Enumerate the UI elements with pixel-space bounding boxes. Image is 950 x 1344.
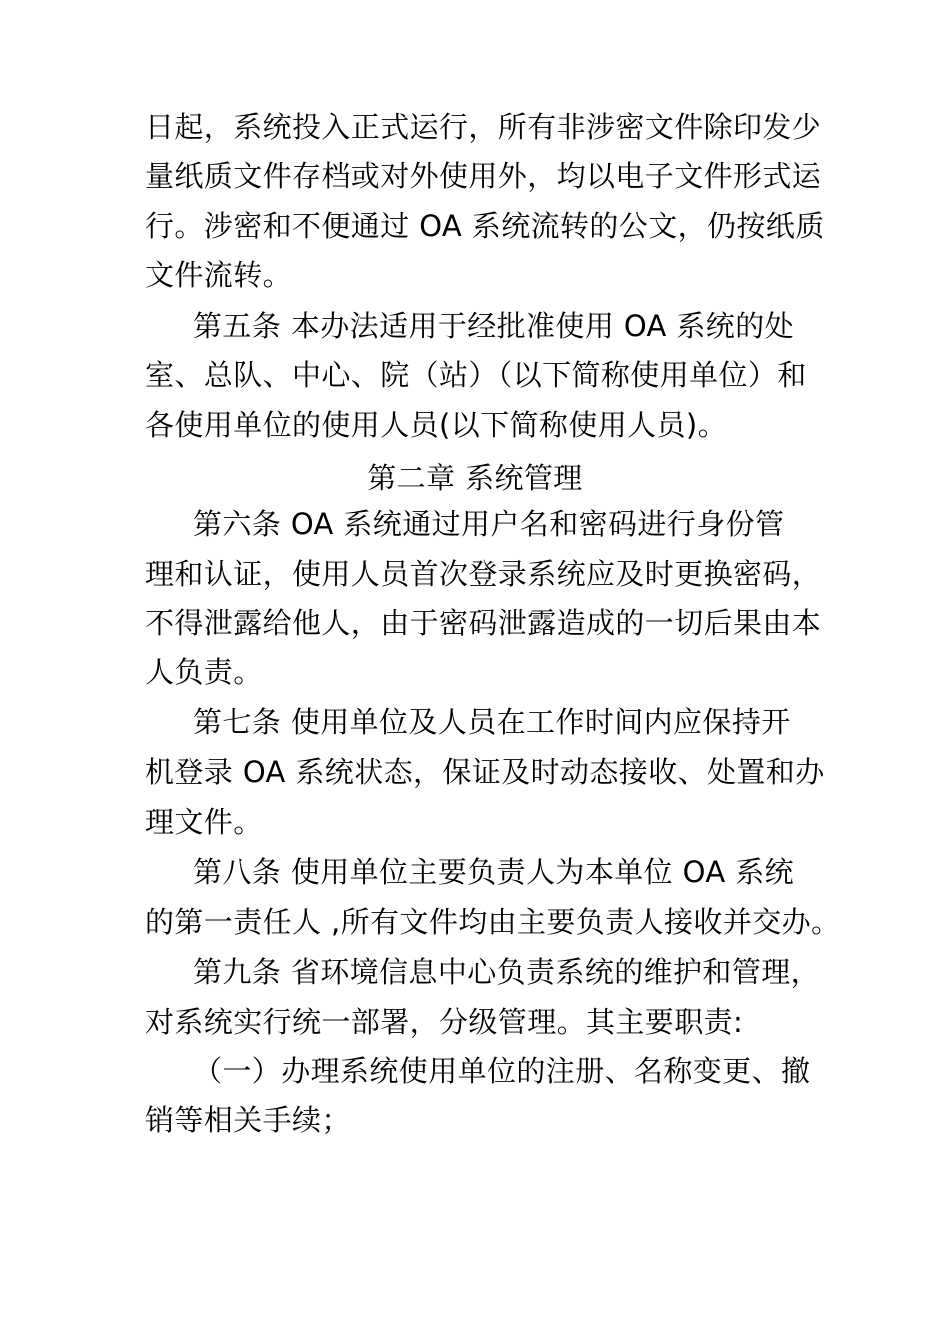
article-7-heading-line: 第七条 使用单位及人员在工作时间内应保持开: [193, 705, 791, 739]
paragraph-line: 人负责。: [145, 655, 263, 689]
paragraph-line: 行。涉密和不便通过 OA 系统流转的公文，仍按纸质: [145, 209, 825, 243]
paragraph-line: 不得泄露给他人，由于密码泄露造成的一切后果由本: [145, 606, 822, 640]
paragraph-line: 理文件。: [145, 805, 263, 839]
article-5-heading-line: 第五条 本办法适用于经批准使用 OA 系统的处: [193, 309, 795, 343]
article-9-heading-line: 第九条 省环境信息中心负责系统的维护和管理，: [193, 955, 821, 989]
paragraph-line: 文件流转。: [145, 258, 293, 292]
paragraph-line: 机登录 OA 系统状态，保证及时动态接收、处置和办: [145, 755, 825, 789]
paragraph-line: 对系统实行统一部署，分级管理。其主要职责:: [145, 1005, 744, 1039]
list-item-line: 销等相关手续；: [145, 1103, 351, 1137]
paragraph-line: 量纸质文件存档或对外使用外，均以电子文件形式运: [145, 159, 822, 193]
paragraph-line: 的第一责任人 ,所有文件均由主要负责人接收并交办。: [145, 905, 841, 939]
paragraph-line: 室、总队、中心、院（站）（以下简称使用单位）和: [145, 358, 807, 392]
chapter-title: 第二章 系统管理: [367, 461, 583, 495]
article-8-heading-line: 第八条 使用单位主要负责人为本单位 OA 系统: [193, 855, 795, 889]
article-6-heading-line: 第六条 OA 系统通过用户名和密码进行身份管: [193, 507, 785, 541]
paragraph-line: 日起，系统投入正式运行，所有非涉密文件除印发少: [145, 110, 822, 144]
paragraph-line: 理和认证，使用人员首次登录系统应及时更换密码，: [145, 557, 822, 591]
paragraph-line: 各使用单位的使用人员(以下简称使用人员)。: [145, 408, 728, 442]
list-item-line: （一）办理系统使用单位的注册、名称变更、撤: [193, 1054, 811, 1088]
